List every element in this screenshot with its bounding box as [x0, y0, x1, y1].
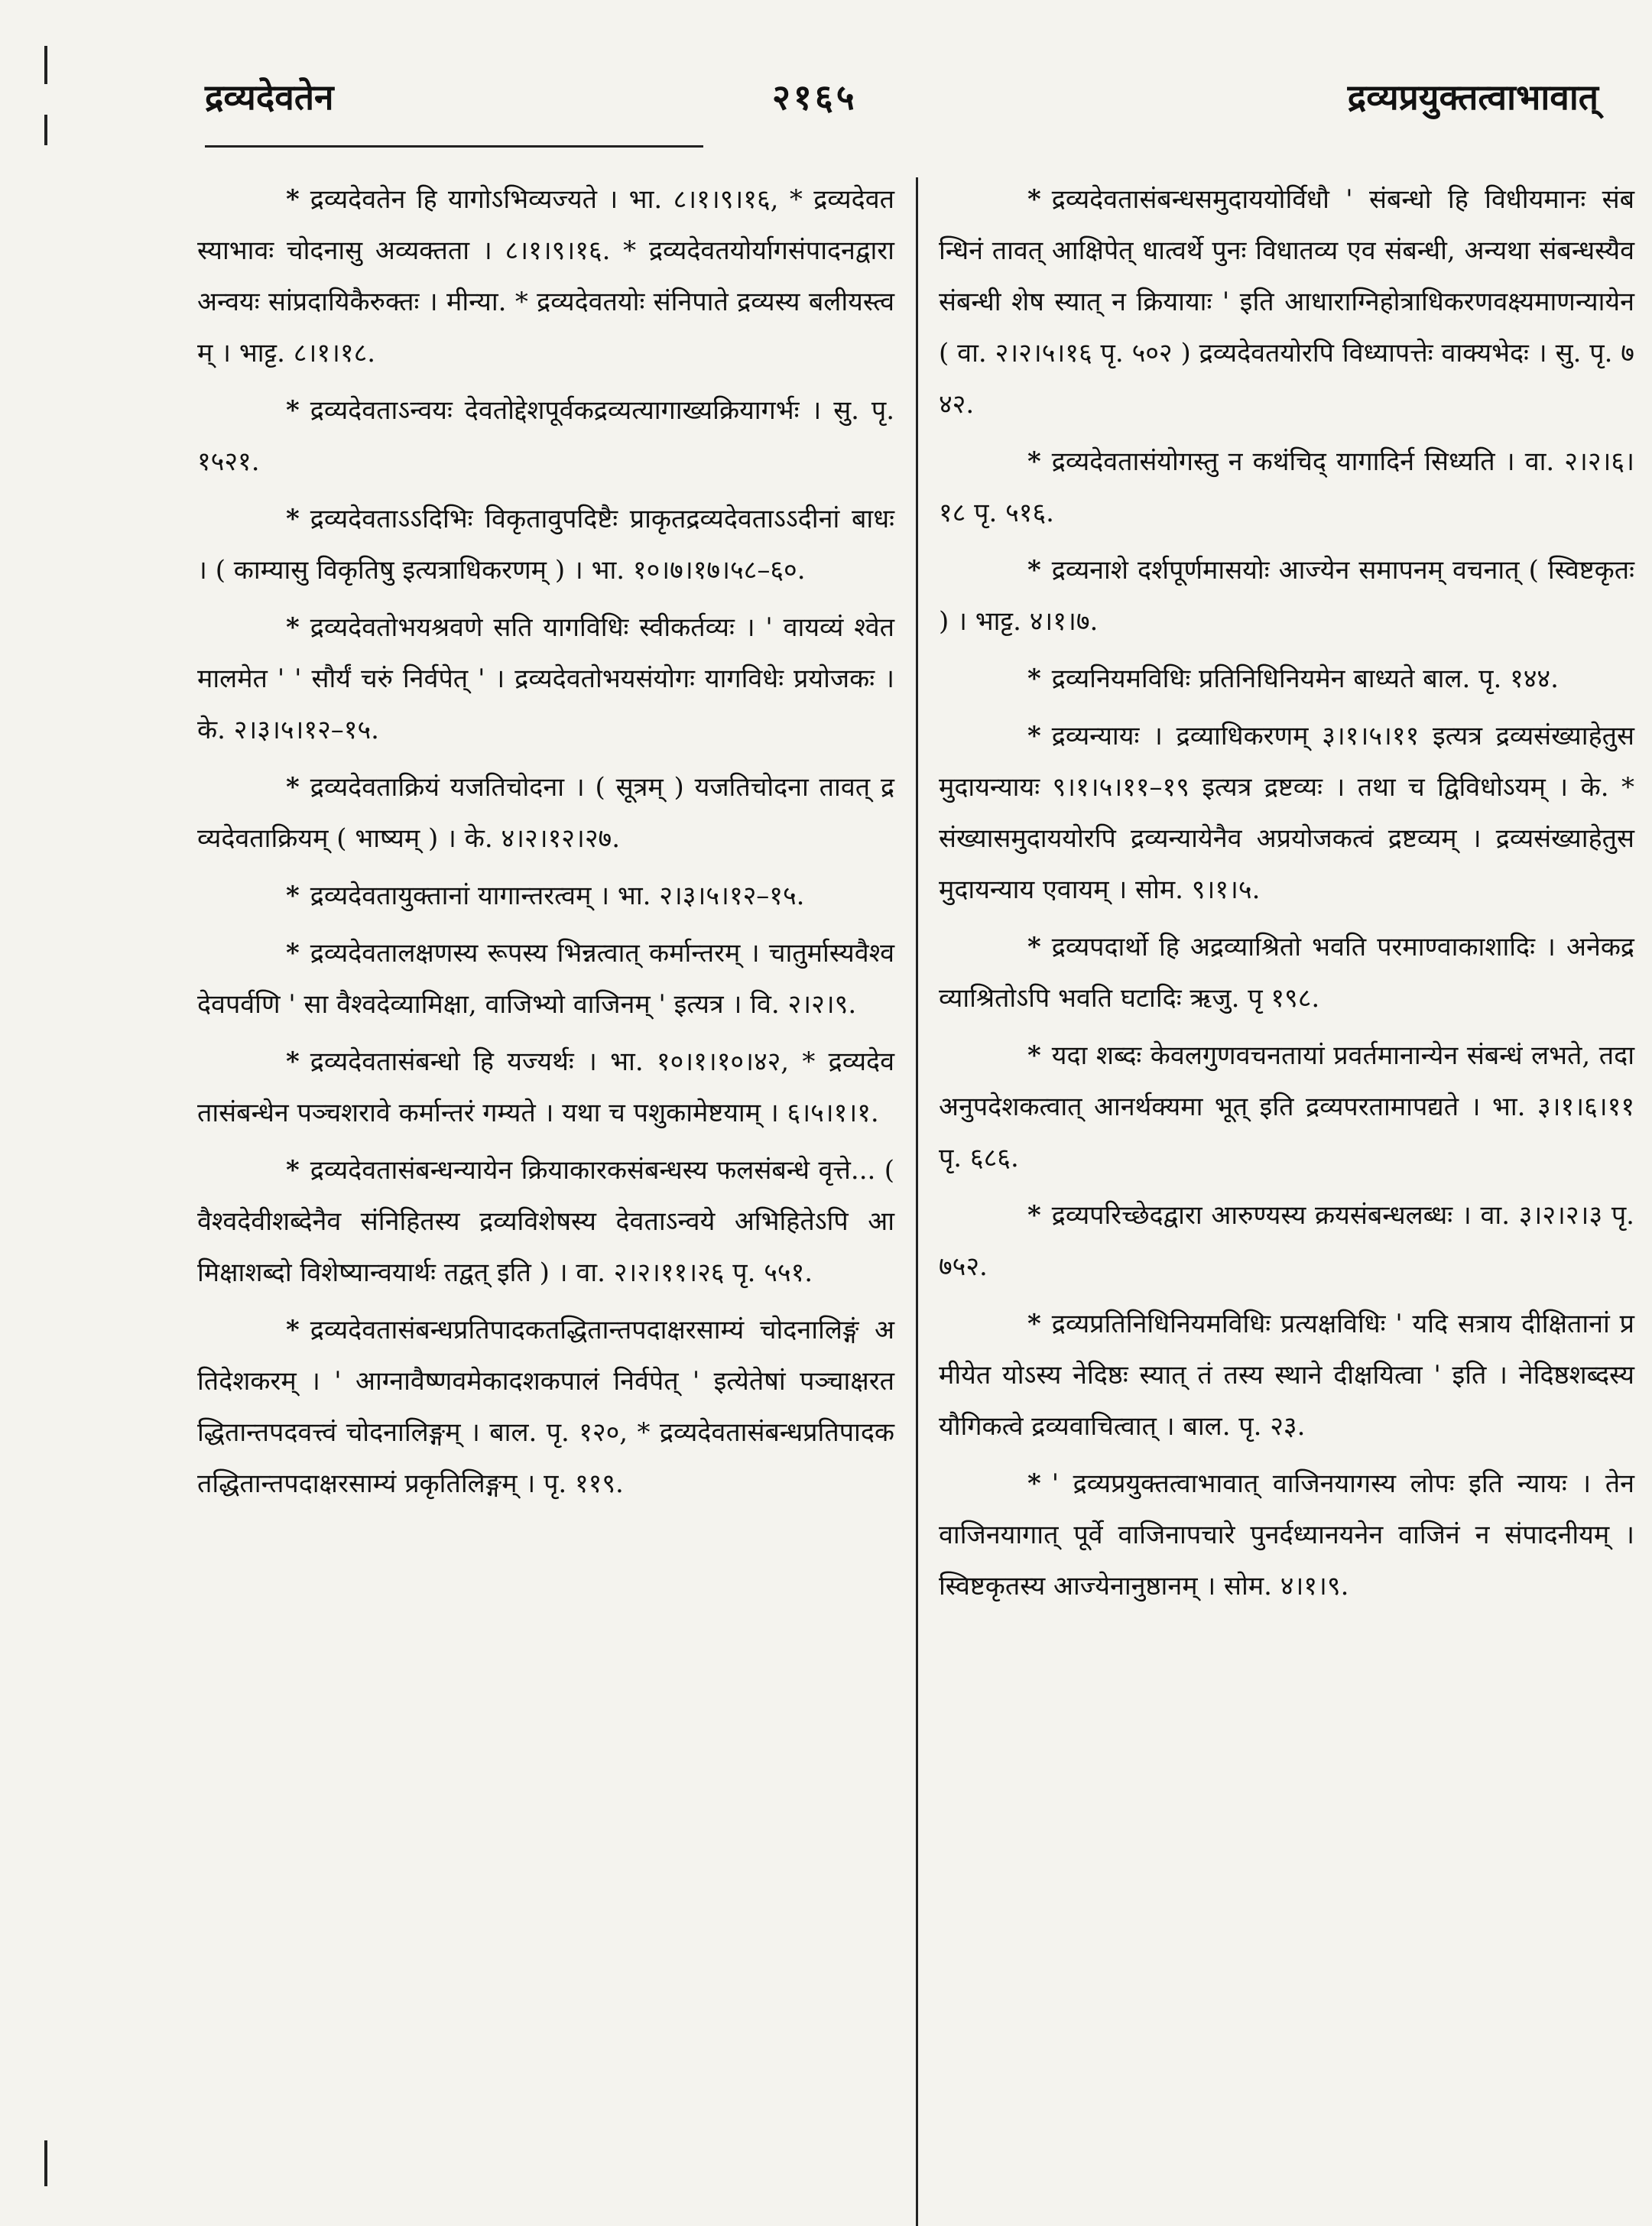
- entry-text: द्रव्यदेवतासंबन्धप्रतिपादकतद्धितान्तपदाक्षरसाम्यं चोदनालिङ्गं अतिदेशकरम् । ' आग्नावैष्णवमेकादशकपालं निर्वपेत् ' इत्येतेषां पञ्चाक्षरतद्धितान्तपदवत्त्वं चोदनालिङ्गम् । बाल. पृ. १२०, * द्रव्यदेवतासंबन्धप्रतिपादकतद्धितान्तपदाक्षरसाम्यं प्रकृतिलिङ्गम् । पृ. ११९.: [197, 1315, 894, 1499]
- entry-star-marker: *: [1027, 555, 1041, 586]
- dictionary-entry: [939, 545, 1634, 647]
- entry-star-marker: *: [286, 612, 300, 643]
- dictionary-entry: [197, 174, 894, 379]
- entry-text: द्रव्यनाशे दर्शपूर्णमासयोः आज्येन समापनम् वचनात् ( स्विष्टकृतः ) । भाट्ट. ४।१।७.: [939, 555, 1634, 637]
- entry-text: द्रव्यन्यायः । द्रव्याधिकरणम् ३।१।५।११ इत्यत्र द्रव्यसंख्याहेतुसमुदायन्यायः ९।१।५।११–१९ इत्यत्र द्रष्टव्यः । तथा च द्विविधोऽयम् । के. * संख्यासमुदाययोरपि द्रव्यन्यायेनैव अप्रयोजकत्वं द्रष्टव्यम् । द्रव्यसंख्याहेतुसमुदायन्याय एवायम् । सोम. ९।१।५.: [939, 721, 1634, 905]
- dictionary-entry: [197, 928, 894, 1030]
- margin-mark: [44, 2140, 47, 2186]
- dictionary-entry: [939, 654, 1634, 705]
- entry-text: द्रव्यदेवतालक्षणस्य रूपस्य भिन्नत्वात् कर्मान्तरम् । चातुर्मास्यवैश्वदेवपर्वणि ' सा वैश्वदेव्यामिक्षा, वाजिभ्यो वाजिनम् ' इत्यत्र । वि. २।२।९.: [197, 938, 894, 1020]
- entry-star-marker: *: [1027, 1309, 1041, 1339]
- entry-star-marker: *: [1027, 1200, 1041, 1231]
- entry-text: द्रव्यपरिच्छेदद्वारा आरुण्यस्य क्रयसंबन्धलब्धः । वा. ३।२।२।३ पृ. ७५२.: [939, 1200, 1634, 1282]
- entry-star-marker: *: [1027, 1040, 1041, 1071]
- entry-text: द्रव्यदेवताक्रियं यजतिचोदना । ( सूत्रम् ) यजतिचोदना तावत् द्रव्यदेवताक्रियम् ( भाष्यम् ) । के. ४।२।१२।२७.: [197, 772, 894, 854]
- dictionary-entry: [197, 385, 894, 488]
- dictionary-entry: [197, 1145, 894, 1299]
- dictionary-entry: [197, 494, 894, 596]
- column-divider: [916, 177, 918, 2226]
- entry-star-marker: *: [1027, 721, 1041, 751]
- entry-text: द्रव्यदेवताऽऽदिभिः विकृतावुपदिष्टैः प्राकृतद्रव्यदेवताऽऽदीनां बाधः । ( काम्यासु विकृतिषु इत्यत्राधिकरणम् ) । भा. १०।७।१७।५८–६०.: [197, 504, 894, 586]
- header-right-word: द्रव्यप्रयुक्तत्वाभावात्: [1347, 76, 1598, 118]
- entry-star-marker: *: [286, 1315, 300, 1345]
- entry-star-marker: *: [286, 1046, 300, 1077]
- entry-text: द्रव्यदेवतासंबन्धसमुदाययोर्विधौ ' संबन्धो हि विधीयमानः संबन्धिनं तावत् आक्षिपेत् धात्वर्थे पुनः विधातव्य एव संबन्धी, अन्यथा संबन्धस्यैव संबन्धी शेष स्यात् न क्रियायाः ' इति आधाराग्निहोत्राधिकरणवक्ष्यमाणन्यायेन ( वा. २।२।५।१६ पृ. ५०२ ) द्रव्यदेवतयोरपि विध्यापत्तेः वाक्यभेदः । सु. पृ. ७४२.: [939, 184, 1634, 420]
- dictionary-entry: [197, 871, 894, 922]
- dictionary-entry: [939, 1299, 1634, 1452]
- entry-star-marker: *: [1027, 932, 1041, 962]
- entry-text: द्रव्यपदार्थो हि अद्रव्याश्रितो भवति परमाण्वाकाशादिः । अनेकद्रव्याश्रितोऽपि भवति घटादिः ऋजु. पृ १९८.: [939, 932, 1634, 1014]
- entry-text: ' द्रव्यप्रयुक्तत्वाभावात् वाजिनयागस्य लोपः इति न्यायः । तेन वाजिनयागात् पूर्वे वाजिनापचारे पुनर्दध्यानयनेन वाजिनं न संपादनीयम् । स्विष्टकृतस्य आज्येनानुष्ठानम् । सोम. ४।१।९.: [939, 1468, 1634, 1601]
- entry-text: द्रव्यदेवतोभयश्रवणे सति यागविधिः स्वीकर्तव्यः । ' वायव्यं श्वेतमालमेत ' ' सौर्यं चरुं निर्वपेत् ' । द्रव्यदेवतोभयसंयोगः यागविधेः प्रयोजकः । के. २।३।५।१२–१५.: [197, 612, 894, 745]
- entry-text: द्रव्यप्रतिनिधिनियमविधिः प्रत्यक्षविधिः ' यदि सत्राय दीक्षितानां प्रमीयेत योऽस्य नेदिष्ठः स्यात् तं तस्य स्थाने दीक्षयित्वा ' इति । नेदिष्ठशब्दस्य यौगिकत्वे द्रव्यवाचित्वात् । बाल. पृ. २३.: [939, 1309, 1634, 1442]
- dictionary-entry: [939, 174, 1634, 430]
- page-number: २१६५: [772, 76, 858, 118]
- margin-mark: [44, 115, 47, 145]
- entry-star-marker: *: [1027, 446, 1041, 477]
- dictionary-entry: [939, 711, 1634, 916]
- entry-text: द्रव्यदेवतेन हि यागोऽभिव्यज्यते । भा. ८।१।९।१६, * द्रव्यदेवतस्याभावः चोदनासु अव्यक्तता । ८।१।९।१६. * द्रव्यदेवतयोर्यागसंपादनद्वारा अन्वयः सांप्रदायिकैरुक्तः । मीन्या. * द्रव्यदेवतयोः संनिपाते द्रव्यस्य बलीयस्त्वम् । भाट्ट. ८।१।१८.: [197, 184, 894, 368]
- dictionary-entry: [197, 1037, 894, 1139]
- entry-text: द्रव्यदेवतायुक्तानां यागान्तरत्वम् । भा. २।३।५।१२–१५.: [310, 881, 805, 911]
- header-rule: [205, 145, 703, 148]
- dictionary-entry: [197, 1305, 894, 1510]
- entry-star-marker: *: [286, 504, 300, 534]
- entry-star-marker: *: [286, 881, 300, 911]
- entry-text: यदा शब्दः केवलगुणवचनतायां प्रवर्तमानान्येन संबन्धं लभते, तदा अनुपदेशकत्वात् आनर्थक्यमा भूत् इति द्रव्यपरतामापद्यते । भा. ३।१।६।११ पृ. ६८६.: [939, 1040, 1634, 1173]
- entry-text: द्रव्यदेवतासंयोगस्तु न कथंचिद् यागादिर्न सिध्यति । वा. २।२।६।१८ पृ. ५१६.: [939, 446, 1634, 528]
- entry-text: द्रव्यदेवतासंबन्धन्यायेन क्रियाकारकसंबन्धस्य फलसंबन्धे वृत्ते... ( वैश्वदेवीशब्देनैव संनिहितस्य द्रव्यविशेषस्य देवताऽन्वये अभिहितेऽपि आमिक्षाशब्दो विशेष्यान्वयार्थः तद्वत् इति ) । वा. २।२।११।२६ पृ. ५५१.: [197, 1155, 894, 1288]
- dictionary-entry: [939, 1190, 1634, 1293]
- entry-star-marker: *: [1027, 1468, 1041, 1499]
- margin-mark: [44, 46, 47, 84]
- header-left-word: द्रव्यदेवतेन: [205, 76, 334, 118]
- dictionary-entry: [197, 762, 894, 865]
- dictionary-entry: [939, 1459, 1634, 1612]
- entry-star-marker: *: [286, 395, 300, 426]
- entry-text: द्रव्यनियमविधिः प्रतिनिधिनियमेन बाध्यते बाल. पृ. १४४.: [1051, 664, 1559, 694]
- entry-star-marker: *: [286, 184, 300, 215]
- right-column: [939, 174, 1634, 1618]
- dictionary-entry: [197, 602, 894, 756]
- entry-star-marker: *: [286, 1155, 300, 1186]
- dictionary-entry: [939, 436, 1634, 539]
- entry-star-marker: *: [286, 938, 300, 969]
- entry-star-marker: *: [1027, 664, 1041, 694]
- dictionary-entry: [939, 922, 1634, 1024]
- left-column: [197, 174, 894, 1516]
- dictionary-entry: [939, 1030, 1634, 1184]
- entry-star-marker: *: [1027, 184, 1041, 215]
- entry-text: द्रव्यदेवतासंबन्धो हि यज्यर्थः । भा. १०।१।१०।४२, * द्रव्यदेवतासंबन्धेन पञ्चशरावे कर्मान्तरं गम्यते । यथा च पशुकामेष्टयाम् । ६।५।१।१.: [197, 1046, 894, 1128]
- entry-star-marker: *: [286, 772, 300, 803]
- entry-text: द्रव्यदेवताऽन्वयः देवतोद्देशपूर्वकद्रव्यत्यागाख्यक्रियागर्भः । सु. पृ. १५२१.: [197, 395, 894, 477]
